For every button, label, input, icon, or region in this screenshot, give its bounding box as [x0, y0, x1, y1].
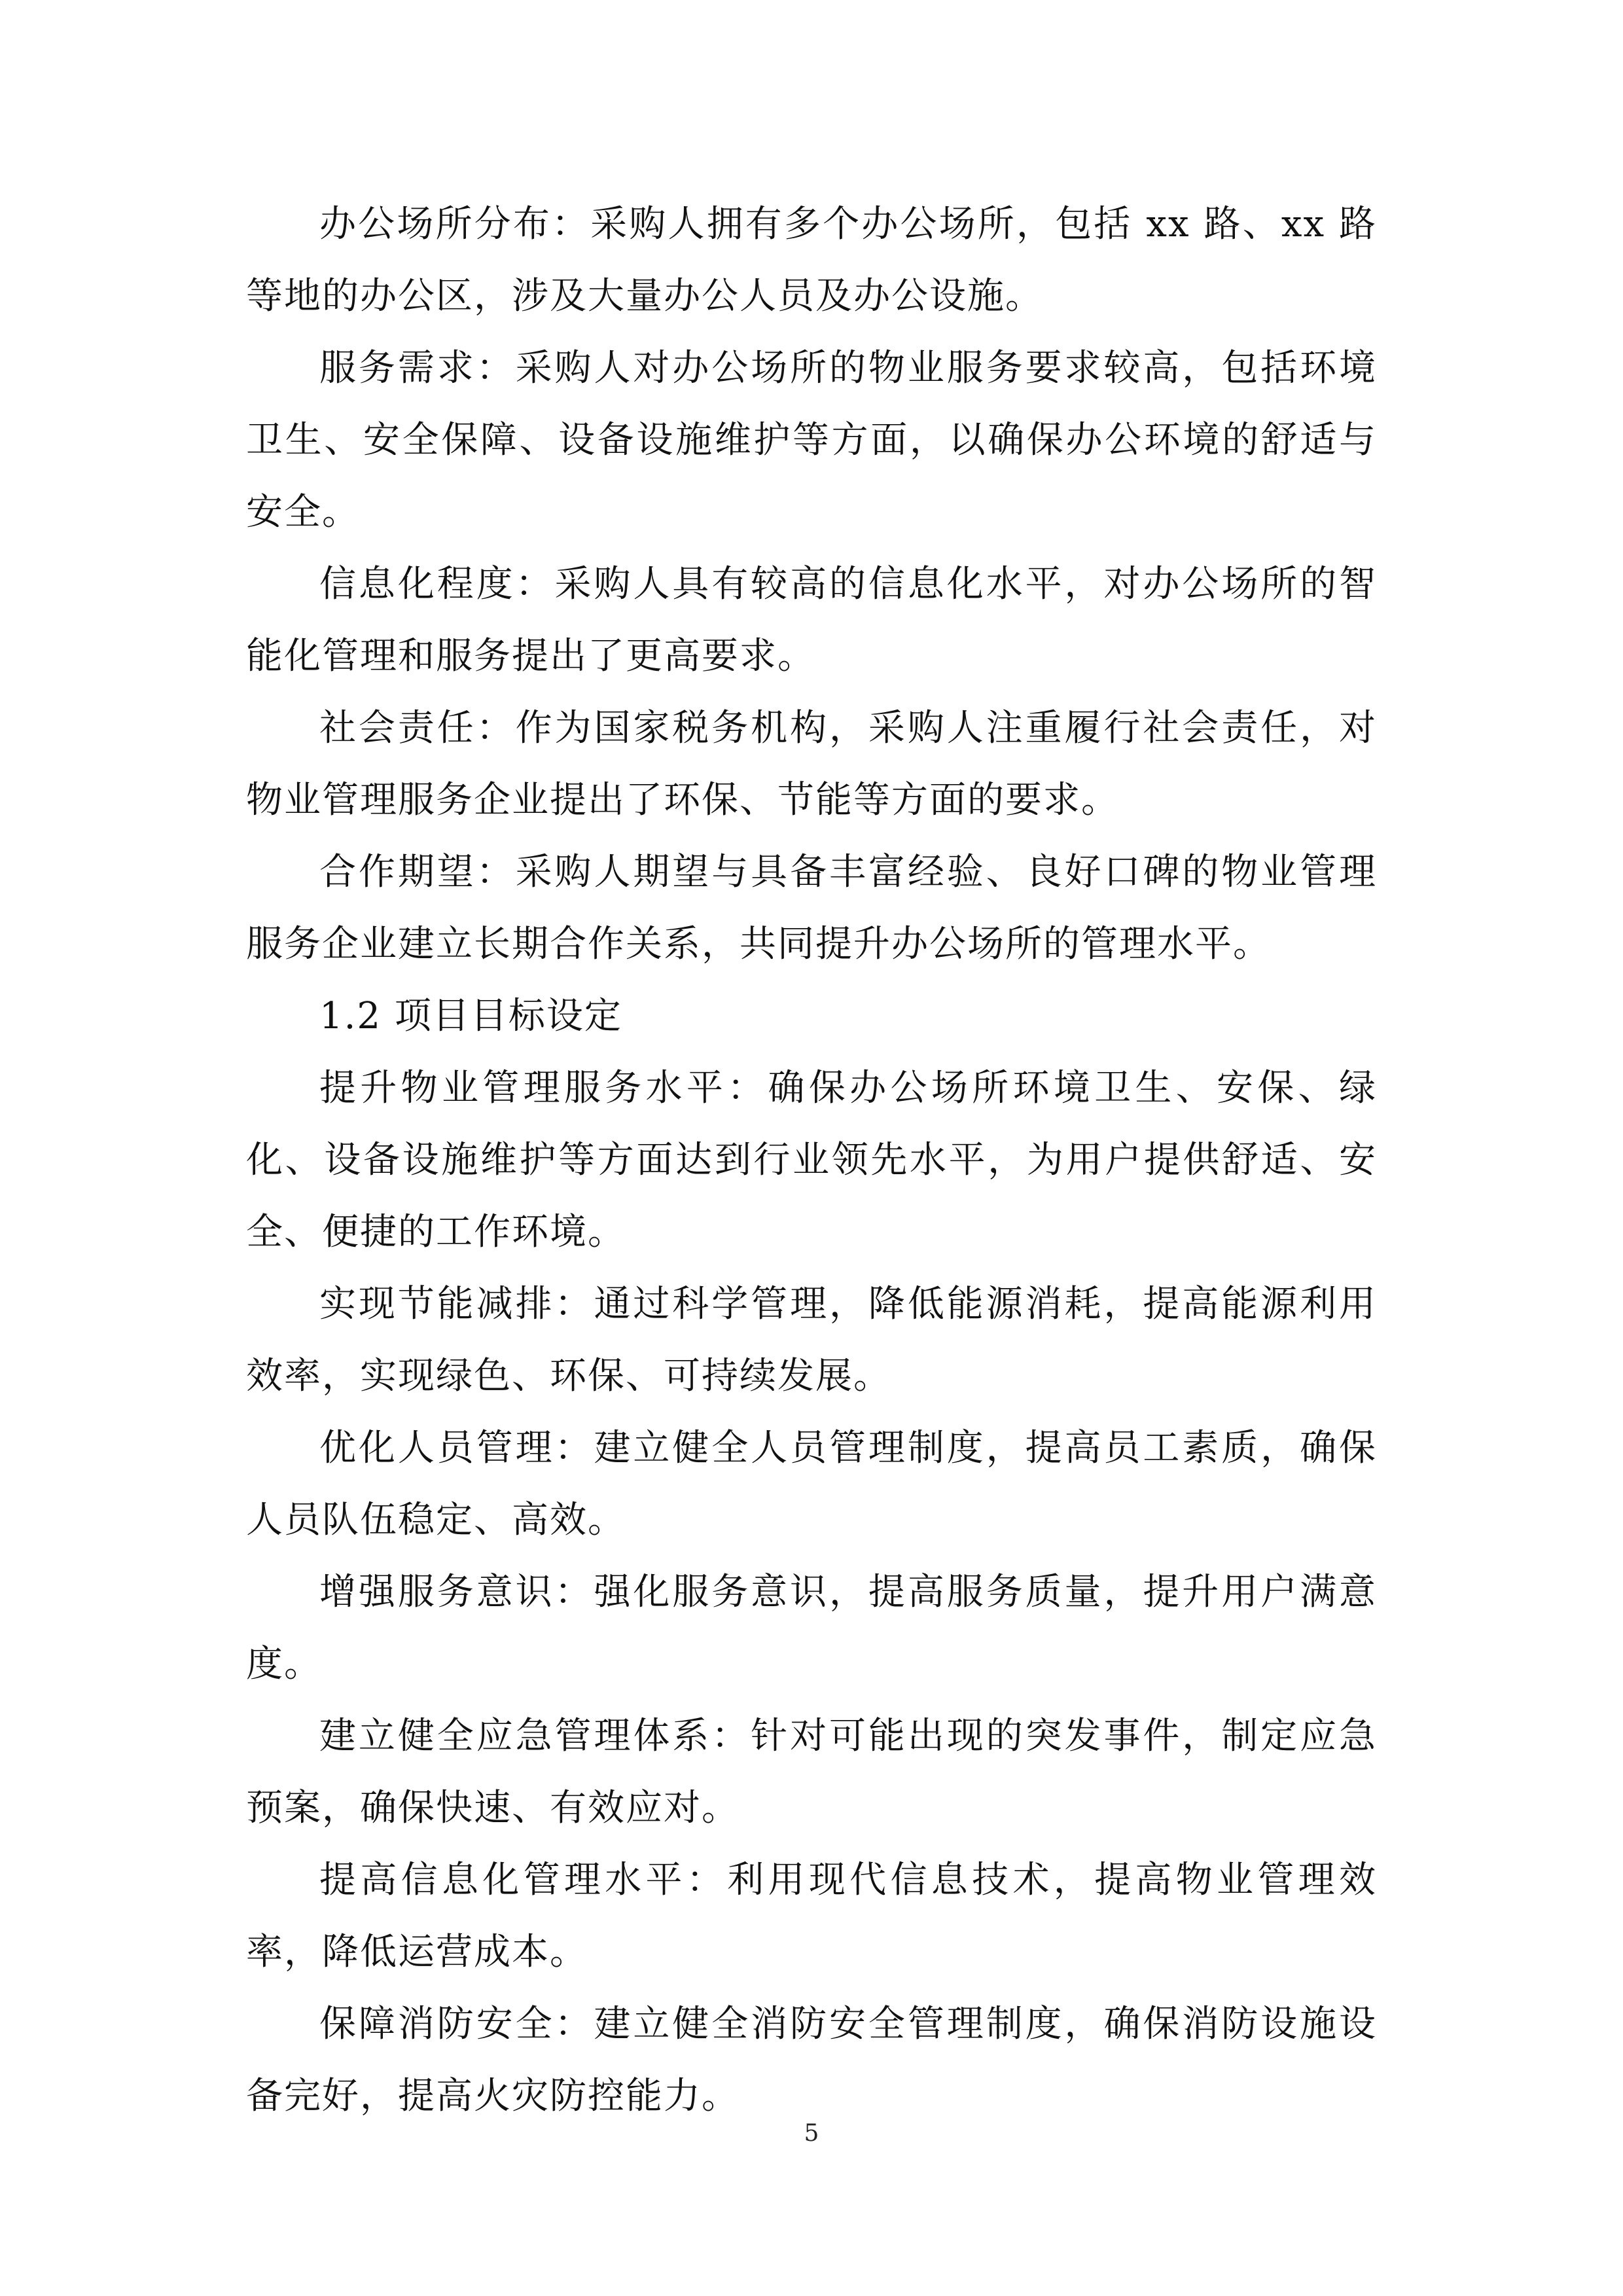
- goal-emergency-system: 建立健全应急管理体系：针对可能出现的突发事件，制定应急预案，确保快速、有效应对。: [246, 1715, 1377, 1829]
- paragraph-cooperation-expectation: 合作期望：采购人期望与具备丰富经验、良好口碑的物业管理服务企业建立长期合作关系，共同提升办公场所的管理水平。: [246, 851, 1377, 965]
- page-number: 5: [804, 2120, 819, 2147]
- paragraph-informatization: 信息化程度：采购人具有较高的信息化水平，对办公场所的智能化管理和服务提出了更高要求。: [246, 563, 1377, 677]
- goal-informatization: 提高信息化管理水平：利用现代信息技术，提高物业管理效率，降低运营成本。: [246, 1859, 1377, 1973]
- goal-fire-safety: 保障消防安全：建立健全消防安全管理制度，确保消防设施设备完好，提高火灾防控能力。: [246, 2003, 1377, 2117]
- page-body: [246, 188, 1377, 2132]
- goal-staff-management: 优化人员管理：建立健全人员管理制度，提高员工素质，确保人员队伍稳定、高效。: [246, 1427, 1377, 1541]
- goal-service-awareness: 增强服务意识：强化服务意识，提高服务质量，提升用户满意度。: [246, 1571, 1377, 1685]
- paragraph-service-demand: 服务需求：采购人对办公场所的物业服务要求较高，包括环境卫生、安全保障、设备设施维护等方面，以确保办公环境的舒适与安全。: [246, 347, 1377, 533]
- paragraph-social-responsibility: 社会责任：作为国家税务机构，采购人注重履行社会责任，对物业管理服务企业提出了环保、节能等方面的要求。: [246, 707, 1377, 821]
- goal-energy-saving: 实现节能减排：通过科学管理，降低能源消耗，提高能源利用效率，实现绿色、环保、可持续发展。: [246, 1283, 1377, 1397]
- goal-service-level: 提升物业管理服务水平：确保办公场所环境卫生、安保、绿化、设备设施维护等方面达到行业领先水平，为用户提供舒适、安全、便捷的工作环境。: [246, 1067, 1377, 1253]
- paragraph-office-distribution: 办公场所分布：采购人拥有多个办公场所，包括 xx 路、xx 路等地的办公区，涉及大量办公人员及办公设施。: [246, 203, 1377, 317]
- section-heading: 1.2 项目目标设定: [319, 995, 622, 1037]
